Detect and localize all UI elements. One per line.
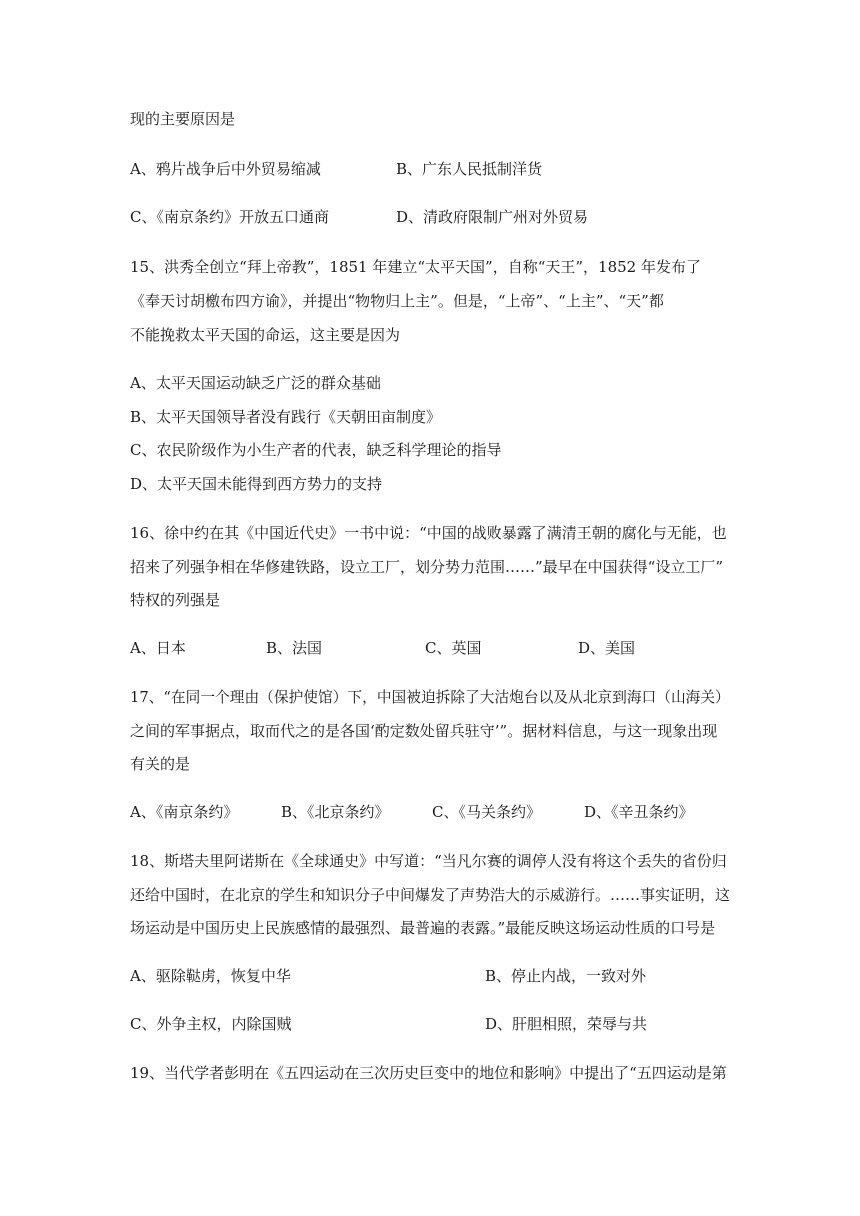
q18-option-c: C、外争主权，内除国贼 <box>130 1015 292 1033</box>
q17-option-a: A、《南京条约》 <box>130 803 239 821</box>
q14-option-c: C、《南京条约》开放五口通商 <box>130 208 329 226</box>
q16-stem-line-1: 16、徐中约在其《中国近代史》一书中说：“中国的战败暴露了满清王朝的腐化与无能，也 <box>130 524 727 542</box>
q16-stem-line-3: 特权的列强是 <box>130 591 221 609</box>
q18-option-b: B、停止内战，一致对外 <box>485 967 647 985</box>
q16-option-d: D、美国 <box>578 639 636 657</box>
q15-stem-line-2: 《奉天讨胡檄布四方谕》，并提出“物物归上主”。但是，“上帝”、“上主”、“天”都 <box>130 292 664 310</box>
q17-stem-line-1: 17、“在同一个理由（保护使馆）下，中国被迫拆除了大沽炮台以及从北京到海口（山海关） <box>130 688 730 706</box>
q18-option-a: A、驱除鞑虏，恢复中华 <box>130 967 291 985</box>
q16-stem-line-2: 招来了列强争相在华修建铁路，设立工厂，划分势力范围……”最早在中国获得“设立工厂” <box>130 558 724 576</box>
q17-option-c: C、《马关条约》 <box>432 803 541 821</box>
q16-option-b: B、法国 <box>266 639 323 657</box>
q15-stem-line-1: 15、洪秀全创立“拜上帝教”，1851 年建立“太平天国”，自称“天王”，1852 年发布了 <box>130 258 701 276</box>
q18-stem-line-2: 还给中国时，在北京的学生和知识分子中间爆发了声势浩大的示威游行。……事实证明，这 <box>130 886 731 904</box>
q18-stem-line-1: 18、斯塔夫里阿诺斯在《全球通史》中写道：“当凡尔赛的调停人没有将这个丢失的省份归 <box>130 852 727 870</box>
q17-option-d: D、《辛丑条约》 <box>584 803 694 821</box>
q14-option-d: D、清政府限制广州对外贸易 <box>396 208 589 226</box>
q17-option-b: B、《北京条约》 <box>281 803 390 821</box>
q15-option-c: C、农民阶级作为小生产者的代表，缺乏科学理论的指导 <box>130 441 502 459</box>
q18-stem-line-3: 场运动是中国历史上民族感情的最强烈、最普遍的表露。”最能反映这场运动性质的口号是 <box>130 919 716 937</box>
q17-stem-line-3: 有关的是 <box>130 755 191 773</box>
q16-option-c: C、英国 <box>425 639 482 657</box>
q15-stem-line-3: 不能挽救太平天国的命运，这主要是因为 <box>130 326 401 344</box>
q15-option-a: A、太平天国运动缺乏广泛的群众基础 <box>130 374 381 392</box>
q15-option-d: D、太平天国未能得到西方势力的支持 <box>130 475 383 493</box>
q18-option-d: D、肝胆相照，荣辱与共 <box>485 1015 648 1033</box>
q17-stem-line-2: 之间的军事据点，取而代之的是各国‘酌定数处留兵驻守’”。据材料信息，与这一现象出现 <box>130 722 718 740</box>
q15-option-b: B、太平天国领导者没有践行《天朝田亩制度》 <box>130 408 442 426</box>
q19-stem-line-1: 19、当代学者彭明在《五四运动在三次历史巨变中的地位和影响》中提出了“五四运动是第 <box>130 1064 727 1082</box>
q16-option-a: A、日本 <box>130 639 186 657</box>
q14-option-b: B、广东人民抵制洋货 <box>396 160 543 178</box>
q14-stem-tail: 现的主要原因是 <box>130 110 236 128</box>
q14-option-a: A、鸦片战争后中外贸易缩减 <box>130 160 321 178</box>
